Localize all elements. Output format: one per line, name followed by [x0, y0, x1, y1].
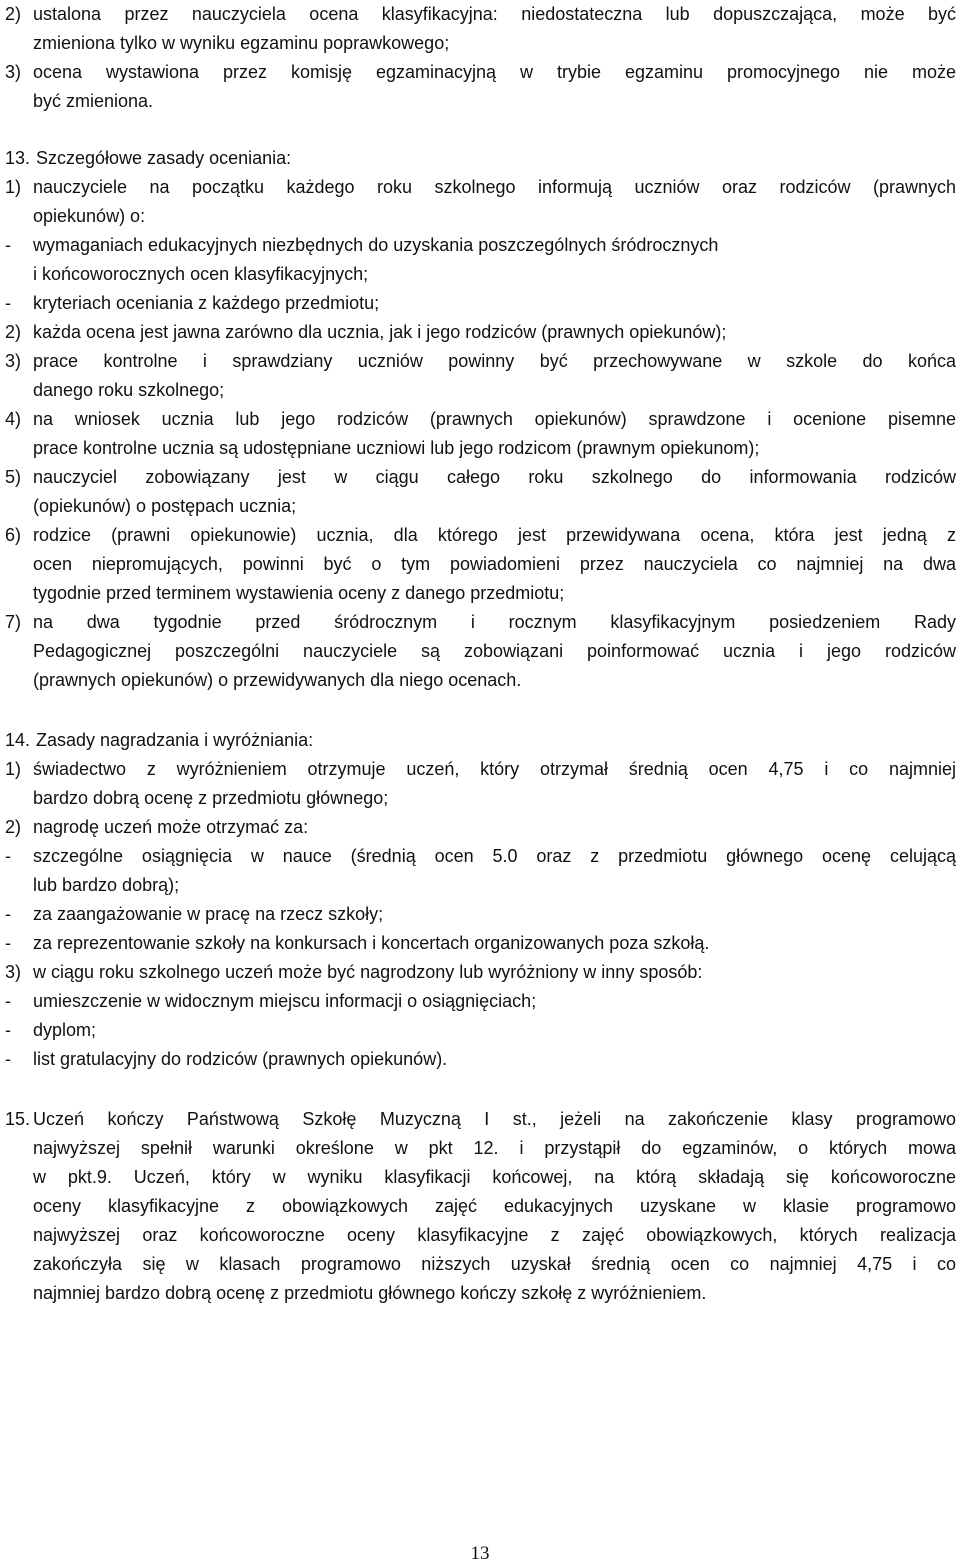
line-text: oceny klasyfikacyjne z obowiązkowych zajęć edukacyjnych uzyskane w klasie programowo	[33, 1196, 956, 1216]
list-marker: -	[5, 904, 11, 924]
line-text: bardzo dobrą ocenę z przedmiotu głównego;	[33, 788, 389, 808]
line-text: Uczeń kończy Państwową Szkołę Muzyczną I st., jeżeli na zakończenie klasy programowo	[33, 1109, 956, 1129]
text-line	[0, 1105, 960, 1134]
list-marker: -	[5, 1049, 11, 1069]
text-line	[0, 608, 960, 637]
text-line	[0, 231, 960, 260]
list-marker: 14.	[5, 730, 31, 750]
line-text: ocena wystawiona przez komisję egzaminacyjną w trybie egzaminu promocyjnego nie może	[33, 62, 956, 82]
text-line	[0, 987, 960, 1016]
line-text: umieszczenie w widocznym miejscu informacji o osiągnięciach;	[33, 991, 537, 1011]
line-text: i końcoworocznych ocen klasyfikacyjnych;	[33, 264, 369, 284]
list-marker: 15.	[5, 1109, 31, 1129]
list-marker: 2)	[5, 817, 22, 837]
text-line	[0, 260, 960, 289]
line-text: prace kontrolne ucznia są udostępniane uczniowi lub jego rodzicom (prawnym opiekunom);	[33, 438, 760, 458]
line-text: Pedagogicznej poszczególni nauczyciele są zobowiązani poinformować ucznia i jego rodziców	[33, 641, 956, 661]
text-line	[0, 347, 960, 376]
line-text: nauczyciele na początku każdego roku szkolnego informują uczniów oraz rodziców (prawnych	[33, 177, 956, 197]
line-text: świadectwo z wyróżnieniem otrzymuje uczeń, który otrzymał średnią ocen 4,75 i co najmniej	[33, 759, 956, 779]
line-text: ustalona przez nauczyciela ocena klasyfikacyjna: niedostateczna lub dopuszczająca, może być	[33, 4, 956, 24]
line-text: każda ocena jest jawna zarówno dla ucznia, jak i jego rodziców (prawnych opiekunów);	[33, 322, 727, 342]
line-text: zakończyła się w klasach programowo niższych uzyskał średnią ocen co najmniej 4,75 i co	[33, 1254, 956, 1274]
text-line	[0, 1134, 960, 1163]
text-line	[0, 1221, 960, 1250]
text-line	[0, 202, 960, 231]
text-line	[0, 579, 960, 608]
text-line	[0, 666, 960, 695]
line-text: rodzice (prawni opiekunowie) ucznia, dla którego jest przewidywana ocena, która jest jedną z	[33, 525, 956, 545]
text-line	[0, 726, 960, 755]
list-marker: 1)	[5, 177, 22, 197]
text-line	[0, 492, 960, 521]
text-line	[0, 550, 960, 579]
list-marker: 2)	[5, 322, 22, 342]
text-line	[0, 58, 960, 87]
line-text: w pkt.9. Uczeń, który w wyniku klasyfikacji końcowej, na którą składają się końcoworoczne	[33, 1167, 956, 1187]
list-marker: -	[5, 293, 11, 313]
line-text: Szczegółowe zasady oceniania:	[36, 148, 292, 168]
text-line	[0, 0, 960, 29]
text-line	[0, 434, 960, 463]
list-marker: -	[5, 933, 11, 953]
text-line	[0, 1016, 960, 1045]
text-line	[0, 318, 960, 347]
text-line	[0, 842, 960, 871]
text-line	[0, 813, 960, 842]
list-marker: 2)	[5, 4, 22, 24]
text-line	[0, 376, 960, 405]
line-text: ocen niepromujących, powinni być o tym powiadomieni przez nauczyciela co najmniej na dwa	[33, 554, 956, 574]
text-line	[0, 173, 960, 202]
line-text: na dwa tygodnie przed śródrocznym i rocznym klasyfikacyjnym posiedzeniem Rady	[33, 612, 956, 632]
line-text: za zaangażowanie w pracę na rzecz szkoły;	[33, 904, 384, 924]
text-line	[0, 1045, 960, 1074]
line-text: nauczyciel zobowiązany jest w ciągu całego roku szkolnego do informowania rodziców	[33, 467, 956, 487]
list-marker: 4)	[5, 409, 22, 429]
text-line	[0, 1250, 960, 1279]
list-marker: 5)	[5, 467, 22, 487]
line-text: nagrodę uczeń może otrzymać za:	[33, 817, 309, 837]
line-text: wymaganiach edukacyjnych niezbędnych do uzyskania poszczególnych śródrocznych	[33, 235, 719, 255]
text-line	[0, 521, 960, 550]
list-marker: 6)	[5, 525, 22, 545]
text-line	[0, 1192, 960, 1221]
text-line	[0, 144, 960, 173]
line-text: szczególne osiągnięcia w nauce (średnią ocen 5.0 oraz z przedmiotu głównego ocenę celującą	[33, 846, 956, 866]
line-text: (opiekunów) o postępach ucznia;	[33, 496, 297, 516]
line-text: najwyższej oraz końcoworoczne oceny klasyfikacyjne z zajęć obowiązkowych, których realizacja	[33, 1225, 956, 1245]
line-text: Zasady nagradzania i wyróżniania:	[36, 730, 314, 750]
text-line	[0, 463, 960, 492]
line-text: dyplom;	[33, 1020, 97, 1040]
text-line	[0, 958, 960, 987]
list-marker: 3)	[5, 962, 22, 982]
line-text: kryteriach oceniania z każdego przedmiotu;	[33, 293, 380, 313]
line-text: (prawnych opiekunów) o przewidywanych dla niego ocenach.	[33, 670, 522, 690]
list-marker: -	[5, 846, 11, 866]
list-marker: 3)	[5, 62, 22, 82]
text-line	[0, 929, 960, 958]
line-text: lub bardzo dobrą);	[33, 875, 180, 895]
list-marker: -	[5, 235, 11, 255]
list-marker: 3)	[5, 351, 22, 371]
list-marker: -	[5, 991, 11, 1011]
line-text: opiekunów) o:	[33, 206, 146, 226]
text-line	[0, 87, 960, 116]
line-text: najmniej bardzo dobrą ocenę z przedmiotu głównego kończy szkołę z wyróżnieniem.	[33, 1283, 707, 1303]
text-line	[0, 405, 960, 434]
page-number: 13	[470, 1543, 490, 1564]
text-line	[0, 29, 960, 58]
line-text: tygodnie przed terminem wystawienia oceny z danego przedmiotu;	[33, 583, 565, 603]
line-text: na wniosek ucznia lub jego rodziców (prawnych opiekunów) sprawdzone i ocenione pisemne	[33, 409, 956, 429]
text-line	[0, 900, 960, 929]
text-line	[0, 637, 960, 666]
text-line	[0, 784, 960, 813]
text-line	[0, 1163, 960, 1192]
text-line	[0, 1279, 960, 1308]
line-text: list gratulacyjny do rodziców (prawnych opiekunów).	[33, 1049, 448, 1069]
line-text: danego roku szkolnego;	[33, 380, 225, 400]
line-text: prace kontrolne i sprawdziany uczniów powinny być przechowywane w szkole do końca	[33, 351, 956, 371]
line-text: za reprezentowanie szkoły na konkursach i koncertach organizowanych poza szkołą.	[33, 933, 710, 953]
text-line	[0, 871, 960, 900]
list-marker: 13.	[5, 148, 31, 168]
text-line	[0, 289, 960, 318]
list-marker: 7)	[5, 612, 22, 632]
list-marker: 1)	[5, 759, 22, 779]
line-text: być zmieniona.	[33, 91, 154, 111]
list-marker: -	[5, 1020, 11, 1040]
line-text: zmieniona tylko w wyniku egzaminu poprawkowego;	[33, 33, 450, 53]
line-text: najwyższej spełnił warunki określone w pkt 12. i przystąpił do egzaminów, o których mowa	[33, 1138, 956, 1158]
line-text: w ciągu roku szkolnego uczeń może być nagrodzony lub wyróżniony w inny sposób:	[33, 962, 703, 982]
text-line	[0, 755, 960, 784]
